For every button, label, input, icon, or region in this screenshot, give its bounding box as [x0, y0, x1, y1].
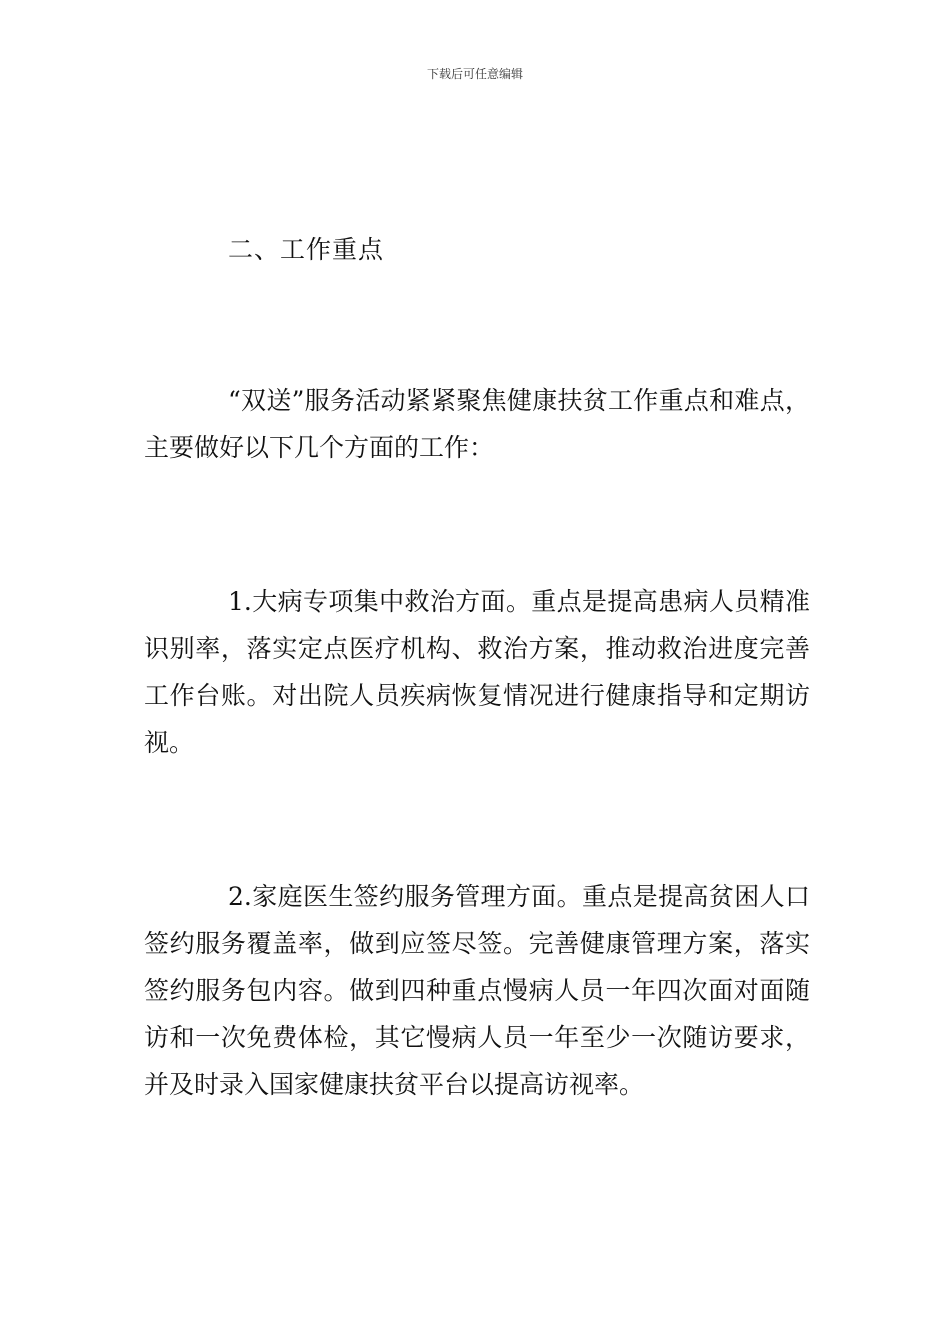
section-heading: 二、工作重点: [228, 235, 385, 264]
item-1-paragraph: 1.大病专项集中救治方面。重点是提高患病人员精准识别率，落实定点医疗机构、救治方案，推动救治进度完善工作台账。对出院人员疾病恢复情况进行健康指导和定期访视。: [144, 587, 810, 757]
item-2-paragraph: 2.家庭医生签约服务管理方面。重点是提高贫困人口签约服务覆盖率，做到应签尽签。完善健康管理方案，落实签约服务包内容。做到四种重点慢病人员一年四次面对面随访和一次免费体检，其它慢病人员一年至少一次随访要求，并及时录入国家健康扶贫平台以提高访视率。: [144, 882, 810, 1099]
intro-paragraph: “双送”服务活动紧紧聚焦健康扶贫工作重点和难点，主要做好以下几个方面的工作：: [144, 386, 810, 462]
header-note: 下载后可任意编辑: [426, 67, 523, 81]
